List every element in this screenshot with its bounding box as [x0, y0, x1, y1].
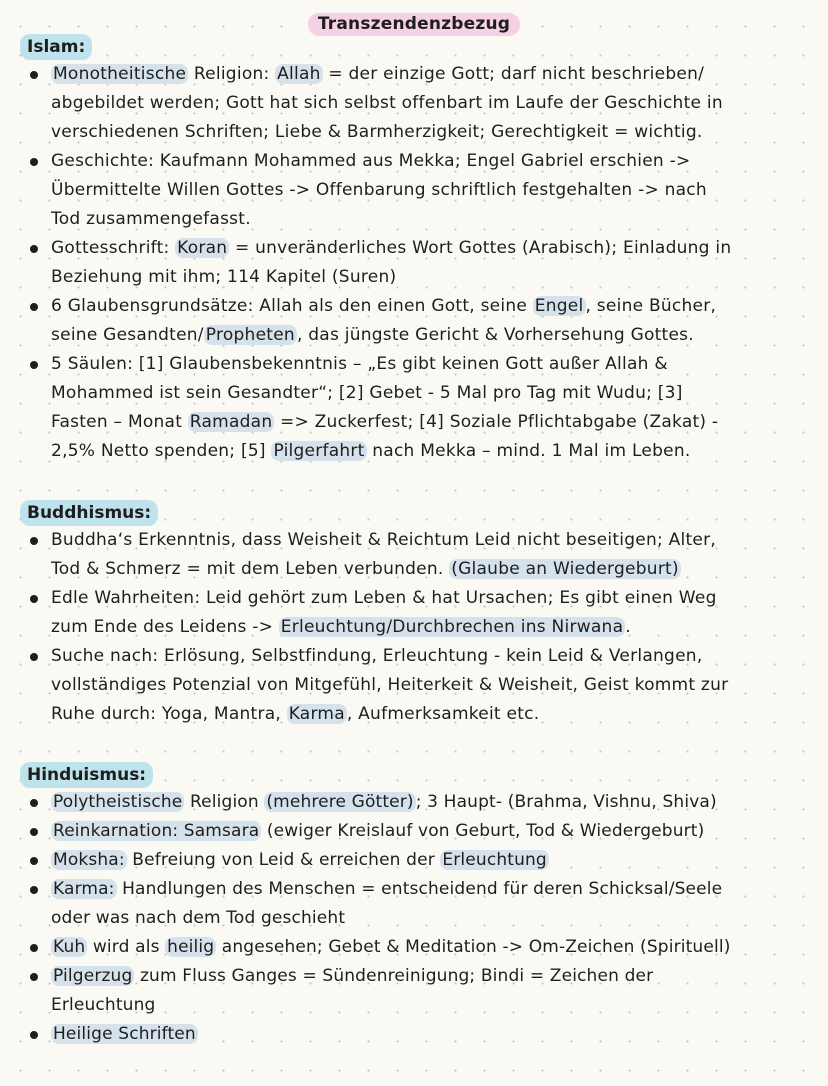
text-line — [51, 350, 814, 379]
list-item — [0, 234, 828, 292]
text-segment: Mohammed ist sein Gesandter“; [2] Gebet - 5 Mal pro Tag mit Wudu; [3] — [51, 383, 683, 403]
text-line — [51, 991, 814, 1020]
text-segment: zum Ende des Leidens -> — [51, 617, 279, 637]
text-line — [51, 584, 814, 613]
list-item — [0, 292, 828, 350]
text-line — [51, 817, 814, 846]
text-segment: seine Gesandten/ — [51, 325, 204, 345]
text-segment: zum Fluss Ganges = Sündenreinigung; Bindi = Zeichen der — [134, 966, 654, 986]
text-line — [51, 962, 814, 991]
list-item — [0, 875, 828, 933]
highlighted-term: Erleuchtung/Durchbrechen ins Nirwana — [280, 617, 624, 637]
highlighted-term: Polytheistische — [53, 792, 183, 812]
section-heading-buddhismus: Buddhismus: — [20, 500, 158, 526]
text-segment: Geschichte: Kaufmann Mohammed aus Mekka; Engel Gabriel erschien -> — [51, 151, 691, 171]
list-item — [0, 584, 828, 642]
text-segment: ; 3 Haupt- (Brahma, Vishnu, Shiva) — [415, 792, 717, 812]
text-line — [51, 60, 814, 89]
text-line — [51, 437, 814, 466]
text-segment: 5 Säulen: [1] Glaubensbekenntnis – „Es gibt keinen Gott außer Allah & — [51, 354, 668, 374]
highlighted-term: heilig — [167, 937, 215, 957]
bullet-list-hinduismus — [0, 788, 828, 1049]
highlighted-term: Propheten — [205, 325, 295, 345]
list-item — [0, 962, 828, 1020]
text-line — [51, 147, 814, 176]
text-line — [51, 700, 814, 729]
text-segment: Religion — [184, 792, 265, 812]
text-line — [51, 788, 814, 817]
highlighted-term: Engel — [534, 296, 584, 316]
text-line — [51, 875, 814, 904]
text-line — [51, 292, 814, 321]
text-line — [51, 408, 814, 437]
text-segment: Buddha‘s Erkenntnis, dass Weisheit & Reichtum Leid nicht beseitigen; Alter, — [51, 530, 716, 550]
text-segment: 2,5% Netto spenden; [5] — [51, 441, 272, 461]
text-line — [51, 555, 814, 584]
text-line — [51, 613, 814, 642]
text-segment: Erleuchtung — [51, 995, 156, 1015]
text-segment: , seine Bücher, — [585, 296, 717, 316]
text-segment: = der einzige Gott; darf nicht beschrieben/ — [322, 64, 705, 84]
highlighted-term: (Glaube an Wiedergeburt) — [451, 559, 679, 579]
text-segment: vollständiges Potenzial von Mitgefühl, Heiterkeit & Weisheit, Geist kommt zur — [51, 675, 729, 695]
text-line — [51, 118, 814, 147]
section-islam — [0, 34, 828, 466]
page-title-text: Transzendenzbezug — [308, 13, 520, 36]
section-buddhismus — [0, 500, 828, 729]
text-segment: Übermittelte Willen Gottes -> Offenbarung schriftlich festgehalten -> nach — [51, 180, 707, 200]
bullet-list-islam — [0, 60, 828, 466]
section-heading-islam: Islam: — [20, 34, 92, 60]
highlighted-term: Koran — [177, 238, 228, 258]
page-title — [0, 12, 828, 36]
text-segment: , Aufmerksamkeit etc. — [346, 704, 540, 724]
text-segment: = unveränderliches Wort Gottes (Arabisch); Einladung in — [229, 238, 732, 258]
text-line — [51, 205, 814, 234]
text-segment: Edle Wahrheiten: Leid gehört zum Leben & hat Ursachen; Es gibt einen Weg — [51, 588, 717, 608]
list-item — [0, 933, 828, 962]
text-segment: . — [625, 617, 631, 637]
text-segment: Befreiung von Leid & erreichen der — [126, 850, 441, 870]
text-segment: angesehen; Gebet & Meditation -> Om-Zeichen (Spirituell) — [216, 937, 731, 957]
text-line — [51, 933, 814, 962]
highlighted-term: Monotheitische — [53, 64, 187, 84]
highlighted-term: Moksha: — [53, 850, 125, 870]
text-line — [51, 671, 814, 700]
list-item — [0, 788, 828, 817]
text-segment: , das jüngste Gericht & Vorhersehung Gottes. — [296, 325, 694, 345]
text-segment: Tod & Schmerz = mit dem Leben verbunden. — [51, 559, 450, 579]
text-segment: (ewiger Kreislauf von Geburt, Tod & Wiedergeburt) — [261, 821, 705, 841]
list-item — [0, 1020, 828, 1049]
text-line — [51, 89, 814, 118]
list-item — [0, 817, 828, 846]
highlighted-term: Pilgerzug — [53, 966, 133, 986]
text-line — [51, 176, 814, 205]
highlighted-term: Pilgerfahrt — [273, 441, 365, 461]
text-line — [51, 526, 814, 555]
bullet-list-buddhismus — [0, 526, 828, 729]
highlighted-term: Reinkarnation: Samsara — [53, 821, 260, 841]
text-segment: nach Mekka – mind. 1 Mal im Leben. — [366, 441, 691, 461]
text-segment: Suche nach: Erlösung, Selbstfindung, Erleuchtung - kein Leid & Verlangen, — [51, 646, 703, 666]
text-line — [51, 904, 814, 933]
text-segment: Fasten – Monat — [51, 412, 188, 432]
text-line — [51, 1020, 814, 1049]
list-item — [0, 642, 828, 729]
text-segment: => Zuckerfest; [4] Soziale Pflichtabgabe (Zakat) - — [274, 412, 719, 432]
text-line — [51, 234, 814, 263]
text-segment: Gottesschrift: — [51, 238, 176, 258]
highlighted-term: Kuh — [53, 937, 86, 957]
highlighted-term: Karma — [288, 704, 345, 724]
section-hinduismus — [0, 762, 828, 1049]
highlighted-term: Ramadan — [189, 412, 273, 432]
text-segment: oder was nach dem Tod geschieht — [51, 908, 346, 928]
text-line — [51, 846, 814, 875]
text-segment: wird als — [87, 937, 166, 957]
text-segment: abgebildet werden; Gott hat sich selbst offenbart im Laufe der Geschichte in — [51, 93, 723, 113]
highlighted-term: Erleuchtung — [442, 850, 547, 870]
text-segment: Religion: — [188, 64, 276, 84]
highlighted-term: (mehrere Götter) — [266, 792, 414, 812]
text-segment: verschiedenen Schriften; Liebe & Barmherzigkeit; Gerechtigkeit = wichtig. — [51, 122, 703, 142]
text-segment: Beziehung mit ihm; 114 Kapitel (Suren) — [51, 267, 397, 287]
highlighted-term: Karma: — [53, 879, 115, 899]
text-line — [51, 642, 814, 671]
section-heading-hinduismus: Hinduismus: — [20, 762, 153, 788]
text-line — [51, 321, 814, 350]
list-item — [0, 846, 828, 875]
text-segment: Tod zusammengefasst. — [51, 209, 251, 229]
text-segment: Handlungen des Menschen = entscheidend für deren Schicksal/Seele — [116, 879, 723, 899]
highlighted-term: Allah — [277, 64, 321, 84]
text-line — [51, 379, 814, 408]
text-segment: Ruhe durch: Yoga, Mantra, — [51, 704, 287, 724]
list-item — [0, 350, 828, 466]
list-item — [0, 60, 828, 147]
highlighted-term: Heilige Schriften — [53, 1024, 196, 1044]
text-segment: 6 Glaubensgrundsätze: Allah als den einen Gott, seine — [51, 296, 533, 316]
list-item — [0, 147, 828, 234]
list-item — [0, 526, 828, 584]
text-line — [51, 263, 814, 292]
